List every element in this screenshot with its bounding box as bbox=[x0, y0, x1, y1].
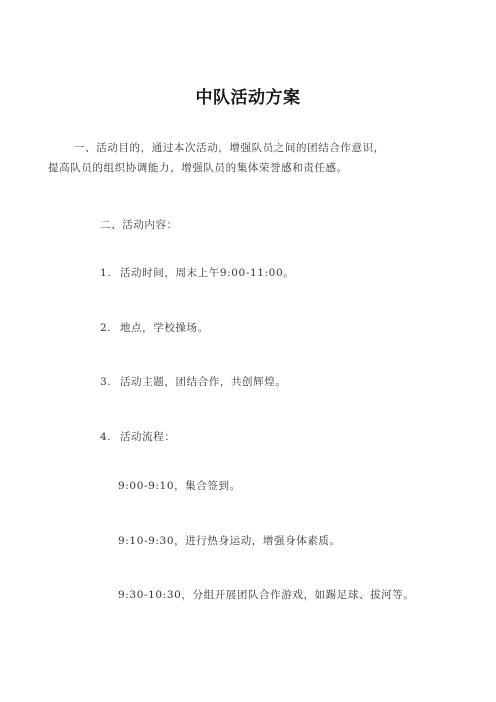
list-item-text: 地点，学校操场。 bbox=[119, 322, 209, 334]
page-title: 中队活动方案 bbox=[195, 88, 301, 108]
list-item-number: 2. bbox=[100, 322, 112, 334]
list-item bbox=[100, 320, 209, 335]
schedule-item: 9:30-10:30，分组开展团队合作游戏，如踢足球、拔河等。 bbox=[118, 589, 415, 601]
list-item bbox=[100, 374, 286, 389]
list-item-text: 活动主题，团结合作，共创辉煌。 bbox=[119, 376, 287, 388]
list-item bbox=[100, 429, 175, 444]
purpose-line-2: 提高队员的组织协调能力，增强队员的集体荣誉感和责任感。 bbox=[48, 162, 348, 174]
list-item bbox=[100, 265, 294, 280]
list-item-number: 3. bbox=[100, 376, 112, 388]
section-heading-content: 二、活动内容： bbox=[100, 219, 178, 231]
list-item-number: 1. bbox=[100, 267, 112, 279]
list-item-number: 4. bbox=[100, 431, 112, 443]
schedule-item: 9:10-9:30，进行热身运动，增强身体素质。 bbox=[118, 535, 341, 547]
list-item-text: 活动流程： bbox=[119, 431, 176, 443]
purpose-line-1: 一、活动目的，通过本次活动，增强队员之间的团结合作意识， bbox=[74, 142, 385, 154]
purpose-paragraph bbox=[48, 138, 436, 178]
list-item-text: 活动时间，周末上午9:00-11:00。 bbox=[119, 267, 295, 279]
schedule-item: 9:00-9:10，集合签到。 bbox=[118, 480, 241, 492]
